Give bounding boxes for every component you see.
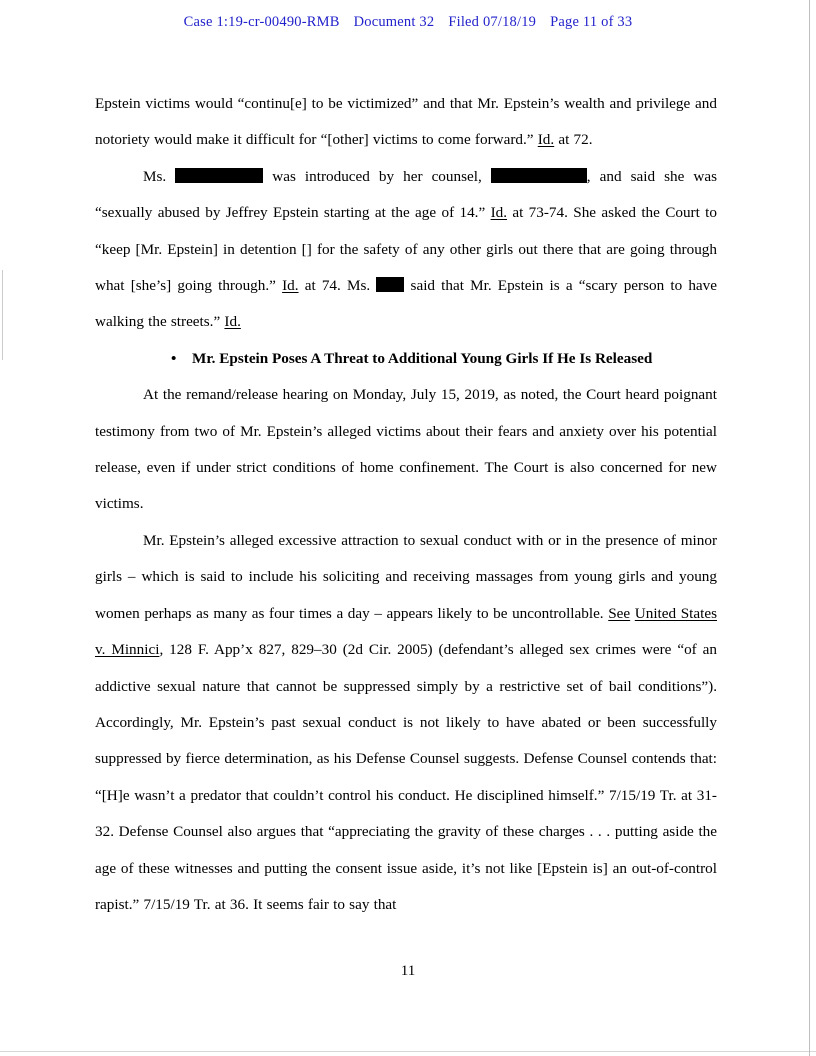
signal-see: See xyxy=(608,604,631,622)
redaction-bar-victim-name xyxy=(175,168,263,183)
citation-id: Id. xyxy=(490,204,508,222)
ecf-page-label: Page 11 of 33 xyxy=(550,14,633,30)
paragraph-hearing-summary: At the remand/release hearing on Monday, July 15, 2019, as noted, the Court heard poignant testimony from two of Mr. Epstein’s alleged victims about their fears and anxiety over his potential release, even if under strict conditions of home confinement. The Court is also concerned for new victims. xyxy=(95,386,717,513)
page-number: 11 xyxy=(400,962,416,979)
ecf-filed-date: Filed 07/18/19 xyxy=(448,14,537,30)
scan-artifact-left-edge xyxy=(2,270,3,360)
case-citation-minnici: United States v. Minnici xyxy=(95,604,717,659)
paragraph-text: Mr. Epstein’s alleged excessive attraction to sexual conduct with or in the presence of minor girls – which is said to include his soliciting and receiving massages from young girls and young women perhaps as many as four times a day – appears likely to be uncontrollable. xyxy=(95,531,717,622)
redaction-bar-victim-surname xyxy=(376,277,404,292)
paragraph-continued-victimization xyxy=(95,86,717,159)
paragraph-text: said that Mr. Epstein is a “scary person to have walking the streets.” xyxy=(95,277,717,331)
paragraph-victim-testimony xyxy=(95,159,717,341)
paragraph-text: at 73-74. She asked the Court to “keep [Mr. Epstein] in detention [] for the safety of any other girls out there that are going through what [she’s] going through.” xyxy=(95,204,717,295)
ecf-document-number: Document 32 xyxy=(353,14,435,30)
scan-artifact-bottom-edge xyxy=(0,1051,816,1052)
redaction-bar-counsel-name xyxy=(491,168,587,183)
paragraph-text: at 74. Ms. xyxy=(298,277,377,295)
ecf-header-stamp xyxy=(0,14,816,31)
citation-id: Id. xyxy=(224,313,241,331)
section-heading-threat xyxy=(95,341,717,377)
ecf-case-number: Case 1:19-cr-00490-RMB xyxy=(183,14,340,30)
paragraph-text-cont: , 128 F. App’x 827, 829–30 (2d Cir. 2005) (defendant’s alleged sex crimes were “of an addictive sexual nature that cannot be suppressed simply by a restrictive set of bail conditions”). Accordingly, Mr. Epstein’s past sexual conduct is not likely to have abated or been successfully suppressed by fierce determination, as his Defense Counsel suggests. Defense Counsel contends that: “[H]e wasn’t a predator that couldn’t control his conduct. He disciplined himself.” 7/15/19 Tr. at 31-32. Defense Counsel also argues that “appreciating the gravity of these charges . . . putting aside the age of these witnesses and putting the consent issue aside, it’s not like [Epstein is] an out-of-control rapist.” 7/15/19 Tr. at 36. It seems fair to say that xyxy=(95,641,717,913)
citation-id: Id. xyxy=(282,277,299,295)
paragraph-text: Ms. xyxy=(143,167,176,185)
paragraph-text: was introduced by her counsel, xyxy=(263,167,491,185)
paragraph-text-cont: at 72. xyxy=(554,131,593,149)
citation-id: Id. xyxy=(537,131,555,149)
document-body xyxy=(95,86,717,923)
scan-artifact-right-edge xyxy=(809,0,810,1056)
section-heading-text: Mr. Epstein Poses A Threat to Additional Young Girls If He Is Released xyxy=(192,349,653,367)
paragraph-text: , and said she was “sexually abused by Jeffrey Epstein starting at the age of 14.” xyxy=(95,167,717,222)
bullet-icon: • xyxy=(171,349,177,367)
paragraph-text: Epstein victims would “continu[e] to be victimized” and that Mr. Epstein’s wealth and privilege and notoriety would make it difficult for “[other] victims to come forward.” xyxy=(95,95,717,149)
paragraph-attraction-analysis xyxy=(95,523,717,923)
